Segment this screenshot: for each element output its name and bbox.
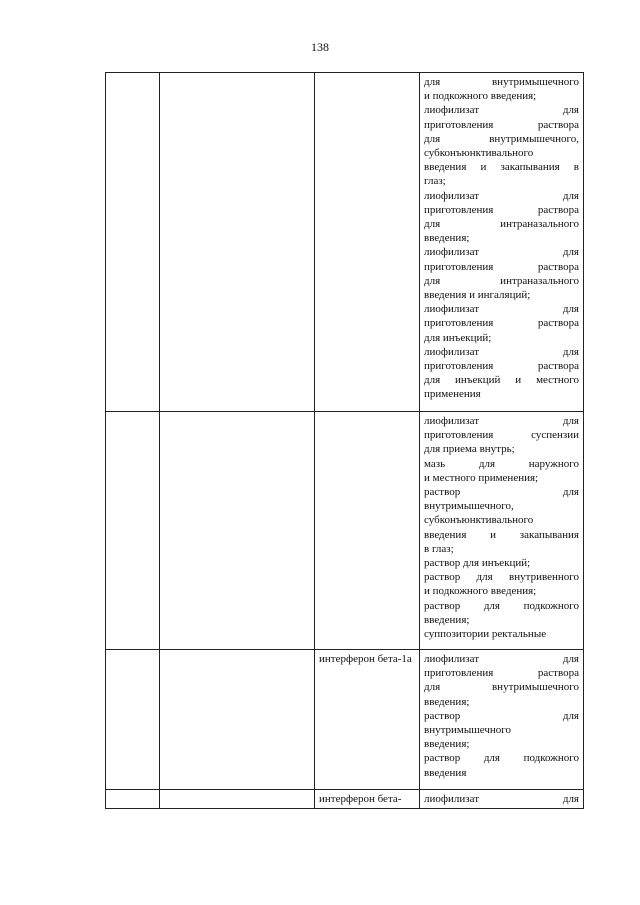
dosage-form-line: введения;: [424, 695, 470, 708]
dosage-form-line: приготовления раствора: [424, 317, 579, 330]
dosage-form-line: приготовления раствора: [424, 667, 579, 680]
dosage-form-line: лиофилизат для: [424, 415, 579, 427]
dosage-form-line: лиофилизат для: [424, 303, 579, 316]
dosage-form-line: приготовления суспензии: [424, 429, 579, 442]
dosage-form-line: раствор для подкожного: [424, 599, 579, 612]
dosage-form-line: для внутримышечного,: [424, 132, 579, 145]
dosage-form-line: для внутримышечного: [424, 681, 579, 694]
drug-name-cell: [315, 412, 420, 650]
atc-code-cell: [106, 650, 160, 790]
medication-table: [105, 72, 584, 809]
dosage-form-line: для интраназального: [424, 274, 579, 287]
anatomical-group-cell: [160, 650, 315, 790]
atc-code-cell: [106, 73, 160, 412]
dosage-form-line: лиофилизат для: [424, 345, 579, 358]
dosage-forms-cell: [420, 412, 584, 650]
dosage-form-line: раствор для: [424, 486, 579, 499]
dosage-form-line: раствор для подкожного: [424, 752, 579, 765]
dosage-form-line: применения: [424, 388, 481, 401]
dosage-form-line: и подкожного введения;: [424, 90, 537, 103]
table-row: [106, 790, 584, 809]
drug-name-cell: интерферон бета-: [315, 790, 420, 809]
dosage-form-line: введения: [424, 766, 467, 779]
dosage-form-line: в глаз;: [424, 542, 454, 555]
anatomical-group-cell: [160, 790, 315, 809]
dosage-form-line: глаз;: [424, 175, 446, 188]
page-number: 138: [311, 40, 329, 54]
dosage-form-line: введения;: [424, 613, 470, 626]
dosage-form-line: лиофилизат для: [424, 246, 579, 259]
dosage-form-line: мазь для наружного: [424, 457, 579, 470]
dosage-form-line: введения;: [424, 232, 470, 245]
dosage-form-line: субконъюнктивального: [424, 514, 534, 527]
dosage-form-line: лиофилизат для: [424, 189, 579, 202]
dosage-form-line: раствор для внутривенного: [424, 571, 579, 584]
dosage-forms-cell: [420, 790, 584, 809]
dosage-form-line: лиофилизат для: [424, 653, 579, 665]
dosage-form-line: приготовления раствора: [424, 203, 579, 216]
dosage-form-line: внутримышечного,: [424, 500, 514, 513]
dosage-form-line: для инъекций и местного: [424, 374, 579, 387]
atc-code-cell: [106, 790, 160, 809]
anatomical-group-cell: [160, 412, 315, 650]
dosage-form-line: для приема внутрь;: [424, 443, 515, 456]
dosage-form-line: внутримышечного: [424, 724, 511, 737]
dosage-form-line: приготовления раствора: [424, 260, 579, 273]
dosage-form-line: введения и закапывания: [424, 528, 579, 541]
dosage-form-line: введения и закапывания в: [424, 161, 579, 174]
dosage-form-line: приготовления раствора: [424, 118, 579, 131]
dosage-form-line: введения;: [424, 738, 470, 751]
dosage-forms-cell: [420, 650, 584, 790]
dosage-form-line: субконъюнктивального: [424, 147, 534, 160]
dosage-forms-cell: [420, 73, 584, 412]
dosage-form-line: для инъекций;: [424, 331, 492, 344]
dosage-form-line: введения и ингаляций;: [424, 289, 531, 302]
table-row: [106, 412, 584, 650]
anatomical-group-cell: [160, 73, 315, 412]
dosage-form-line: для внутримышечного: [424, 76, 579, 88]
drug-name-cell: [315, 73, 420, 412]
atc-code-cell: [106, 412, 160, 650]
dosage-form-line: и местного применения;: [424, 471, 539, 484]
table-row: [106, 650, 584, 790]
dosage-form-line: суппозитории ректальные: [424, 628, 547, 641]
dosage-form-line: лиофилизат для: [424, 104, 579, 117]
drug-name-cell: интерферон бета-1a: [315, 650, 420, 790]
dosage-form-line: раствор для инъекций;: [424, 557, 531, 570]
dosage-form-line: и подкожного введения;: [424, 585, 537, 598]
dosage-form-line: лиофилизат для: [424, 793, 579, 805]
dosage-form-line: раствор для: [424, 709, 579, 722]
dosage-form-line: приготовления раствора: [424, 360, 579, 373]
dosage-form-line: для интраназального: [424, 218, 579, 231]
table-row: [106, 73, 584, 412]
